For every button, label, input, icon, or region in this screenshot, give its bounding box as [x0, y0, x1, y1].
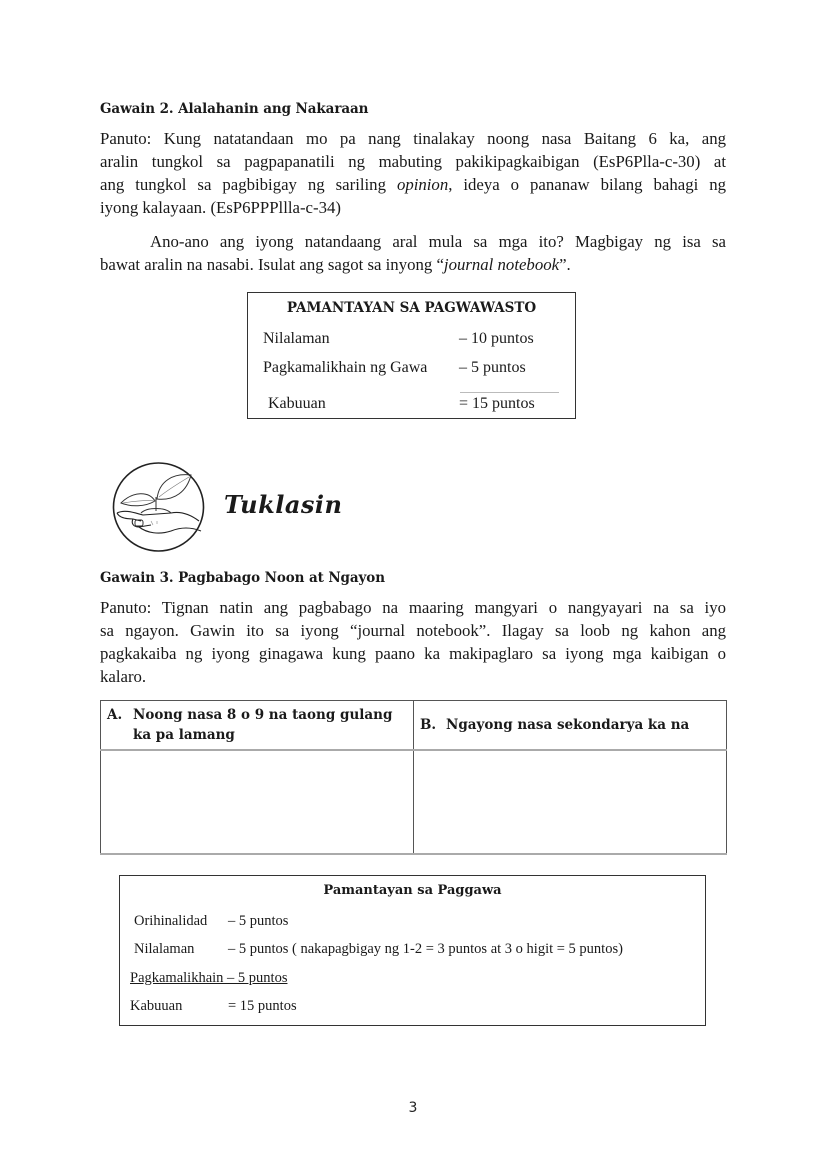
rubric-box-paggawa: [119, 875, 706, 1026]
instruction-line: aralin tungkol sa pagpapanatili ng mabuting pakikipagkaibigan (EsP6Plla-c-30) at: [100, 152, 726, 171]
rubric-value: – 5 puntos: [459, 359, 526, 376]
gawain-2-instructions: [100, 127, 726, 219]
gawain-3-instructions: [100, 596, 726, 688]
question-line: Ano-ano ang iyong natandaang aral mula sa mga ito? Magbigay ng isa sa: [150, 232, 726, 251]
rubric-box-pagwawasto: [247, 292, 576, 419]
page-number: 3: [408, 1100, 418, 1116]
column-label: Noong nasa 8 o 9 na taong gulang ka pa lamang: [133, 707, 393, 743]
rubric-row-total: [130, 998, 297, 1015]
rubric-row: [134, 913, 289, 930]
rubric-row: [130, 970, 287, 987]
answer-cell-b[interactable]: [414, 750, 727, 854]
rubric-value: = 15 puntos: [228, 998, 297, 1014]
column-header-a: [101, 701, 414, 751]
instruction-line: Panuto: Kung natatandaan mo pa nang tinalakay noong nasa Baitang 6 ka, ang: [100, 129, 726, 148]
column-label: Ngayong nasa sekondarya ka na: [446, 717, 690, 733]
rubric-title: Pamantayan sa Paggawa: [323, 883, 502, 898]
rubric-value: = 15 puntos: [459, 395, 535, 412]
instruction-line: Panuto: Tignan natin ang pagbabago na maaring mangyari o nangyayari na sa iyo: [100, 598, 726, 617]
hand-holding-sprout-icon: [111, 461, 206, 553]
rubric-label: Orihinalidad: [134, 913, 208, 929]
section-title-tuklasin: Tuklasin: [224, 490, 343, 519]
gawain-2-question: [100, 230, 726, 276]
column-header-b: [414, 701, 727, 751]
instruction-text: ang tungkol sa pagbibigay ng sariling: [100, 175, 397, 194]
question-italic: journal notebook: [443, 255, 560, 274]
instruction-line: sa ngayon. Gawin ito sa iyong “journal notebook”. Ilagay sa loob ng kahon ang: [100, 621, 726, 640]
question-text: ”.: [559, 255, 571, 274]
rubric-value: – 10 puntos: [459, 330, 534, 347]
rubric-label: Pagkamalikhain – 5 puntos: [130, 970, 288, 986]
instruction-line: [100, 173, 726, 196]
rubric-label: Kabuuan: [130, 998, 183, 1014]
column-letter: A.: [107, 707, 123, 723]
rubric-value: – 5 puntos: [228, 913, 289, 929]
rubric-label: Nilalaman: [263, 330, 330, 347]
comparison-table: [100, 700, 727, 855]
instruction-line: pagkakaiba ng iyong ginagawa kung paano ka makipaglaro sa iyong mga kaibigan o: [100, 644, 726, 663]
gawain-3-heading: Gawain 3. Pagbabago Noon at Ngayon: [100, 570, 385, 586]
rubric-title: PAMANTAYAN SA PAGWAWASTO: [286, 300, 537, 316]
sum-divider: [460, 392, 559, 393]
rubric-row: [134, 941, 623, 958]
instruction-italic-word: opinion: [396, 175, 449, 194]
rubric-value: – 5 puntos ( nakapagbigay ng 1-2 = 3 puntos at 3 o higit = 5 puntos): [228, 941, 623, 957]
table-row: [101, 750, 727, 854]
instruction-line: kalaro.: [100, 667, 147, 686]
rubric-label: Kabuuan: [268, 395, 326, 412]
question-text: bawat aralin na nasabi. Isulat ang sagot sa inyong “: [100, 255, 444, 274]
instruction-line: iyong kalayaan. (EsP6PPPllla-c-34): [100, 198, 341, 217]
answer-cell-a[interactable]: [101, 750, 414, 854]
instruction-text: , ideya o pananaw bilang bahagi ng: [448, 175, 726, 194]
rubric-label: Nilalaman: [134, 941, 195, 957]
question-line: [100, 253, 726, 276]
column-letter: B.: [420, 717, 437, 733]
table-header-row: [101, 701, 727, 751]
gawain-2-heading: Gawain 2. Alalahanin ang Nakaraan: [100, 101, 369, 117]
rubric-label: Pagkamalikhain ng Gawa: [263, 359, 428, 376]
